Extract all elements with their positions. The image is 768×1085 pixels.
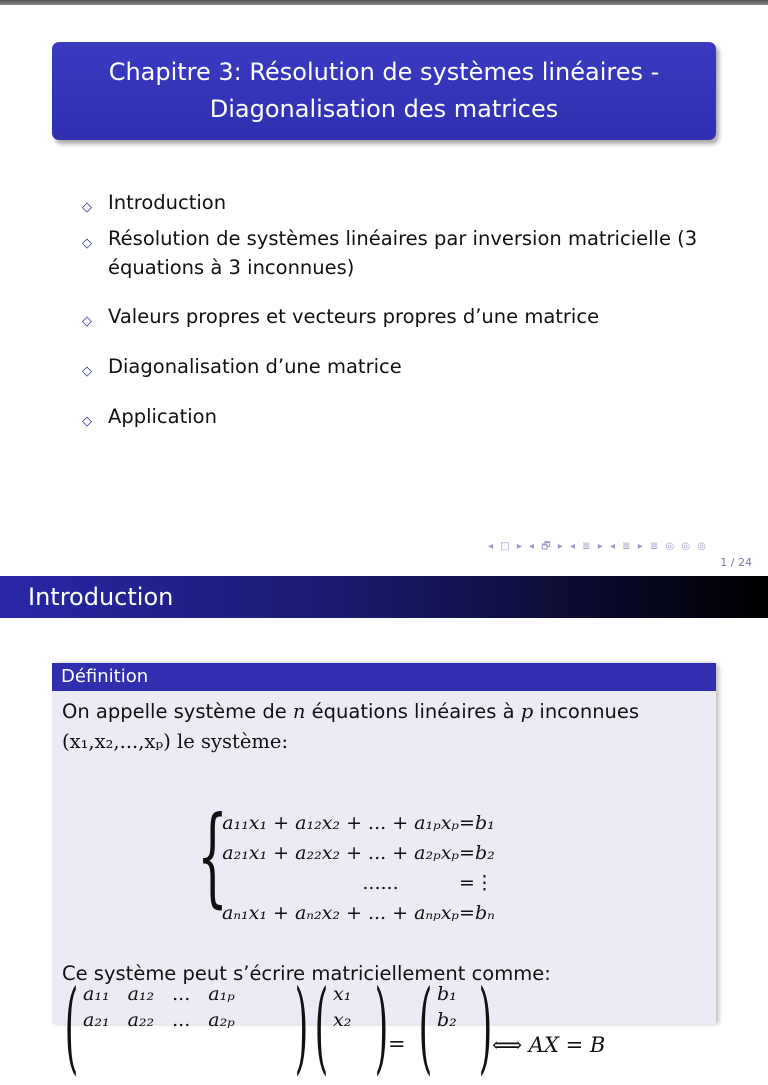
diamond-bullet-icon: ◇ (82, 414, 92, 429)
slide-top-rule (0, 0, 768, 5)
variable-n: n (292, 700, 306, 723)
right-paren-icon: ) (374, 968, 389, 1085)
system-row-equals: = (459, 902, 475, 924)
vector-cell: x₂ (333, 1009, 352, 1031)
toc-item-label: Valeurs propres et vecteurs propres d’une matrice (108, 305, 600, 328)
equals-sign: = (388, 1032, 406, 1056)
matrix-intro-text: Ce système peut s’écrire matriciellement comme: (62, 962, 551, 985)
diamond-bullet-icon: ◇ (82, 200, 92, 215)
diamond-bullet-icon: ◇ (82, 364, 92, 379)
variable-p: p (520, 700, 534, 723)
diamond-bullet-icon: ◇ (82, 236, 92, 251)
vector-cell: x₁ (333, 983, 352, 1005)
definition-text-line-2: (x₁,x₂,...,xₚ) le système: (62, 730, 289, 753)
diamond-bullet-icon: ◇ (82, 314, 92, 329)
system-row (222, 868, 495, 898)
slide-title-box (52, 42, 716, 140)
vector-row (324, 981, 360, 1007)
definition-block-title: Définition (52, 663, 716, 691)
frame-title: Introduction (0, 576, 768, 618)
vector-b-table (428, 981, 466, 1033)
right-paren-icon: ) (294, 968, 309, 1085)
left-paren-icon: ( (314, 968, 329, 1085)
toc-item-valeurs-propres (82, 302, 708, 331)
definition-text-line-1 (62, 697, 706, 727)
toc-item-label: Diagonalisation d’une matrice (108, 355, 402, 378)
linear-system-table (222, 808, 495, 928)
system-row-equals: = (459, 872, 475, 894)
system-row-lhs: aₙ₁x₁ + aₙ₂x₂ + ... + aₙₚxₚ (222, 902, 460, 924)
matrix-cell: a₂ₚ (208, 1009, 235, 1031)
toc-item-label: Introduction (108, 191, 227, 214)
matrix-cell: ... (172, 983, 191, 1005)
page-number: 1 / 24 (720, 556, 752, 569)
vector-row (428, 981, 466, 1007)
system-row-lhs: a₂₁x₁ + a₂₂x₂ + ... + a₂ₚxₚ (222, 842, 460, 864)
beamer-navigation-bar[interactable]: ◂ □ ▸ ◂ 🗗 ▸ ◂ ≣ ▸ ◂ ≣ ▸ ≣ ◎ ◎ ◎ (488, 541, 708, 552)
system-row-rhs: b₂ (474, 842, 495, 864)
left-paren-icon: ( (418, 968, 433, 1085)
slide-title-line-1: Chapitre 3: Résolution de systèmes linéaires - (108, 58, 660, 86)
matrix-cell: a₂₂ (127, 1009, 155, 1031)
system-row (222, 808, 495, 838)
definition-block-body (52, 691, 716, 1085)
left-paren-icon: ( (64, 968, 79, 1085)
definition-text: inconnues (533, 700, 640, 723)
left-brace-icon: { (197, 794, 228, 919)
vector-x-table (324, 981, 360, 1033)
toc-item-label: Résolution de systèmes linéaires par inversion matricielle (3 (108, 227, 698, 250)
matrix-cell: ... (172, 1009, 191, 1031)
matrix-cell: a₁₁ (83, 983, 110, 1005)
vector-row (428, 1007, 466, 1033)
system-row-rhs: ⋮ (474, 872, 494, 894)
toc-item-introduction (82, 188, 708, 217)
system-row-lhs: ...... (362, 872, 399, 894)
matrix-equation: ⟺ AX = B (492, 1033, 606, 1057)
toc-item-label-continued: équations à 3 inconnues) (108, 256, 355, 279)
slide-title-line-2: Diagonalisation des matrices (209, 95, 559, 123)
system-row-rhs: bₙ (474, 902, 495, 924)
toc-item-diagonalisation (82, 352, 708, 381)
matrix-a-table (74, 981, 244, 1033)
matrix-row (74, 981, 244, 1007)
toc-item-application (82, 402, 708, 431)
toc-item-label: Application (108, 405, 217, 428)
system-row (222, 838, 495, 868)
vector-row (324, 1007, 360, 1033)
matrix-row (74, 1007, 244, 1033)
matrix-cell: a₁₂ (127, 983, 155, 1005)
definition-block (52, 663, 716, 1085)
definition-text: On appelle système de (62, 700, 293, 723)
system-row-equals: = (459, 842, 475, 864)
vector-cell: b₁ (437, 983, 457, 1005)
right-paren-icon: ) (478, 968, 493, 1085)
vector-cell: b₂ (437, 1009, 457, 1031)
system-row-equals: = (459, 812, 475, 834)
system-row-rhs: b₁ (474, 812, 495, 834)
system-row (222, 898, 495, 928)
matrix-cell: a₁ₚ (208, 983, 235, 1005)
definition-text: équations linéaires à (305, 700, 521, 723)
matrix-cell: a₂₁ (83, 1009, 110, 1031)
system-row-lhs: a₁₁x₁ + a₁₂x₂ + ... + a₁ₚxₚ (222, 812, 460, 834)
toc-item-resolution (82, 224, 708, 282)
